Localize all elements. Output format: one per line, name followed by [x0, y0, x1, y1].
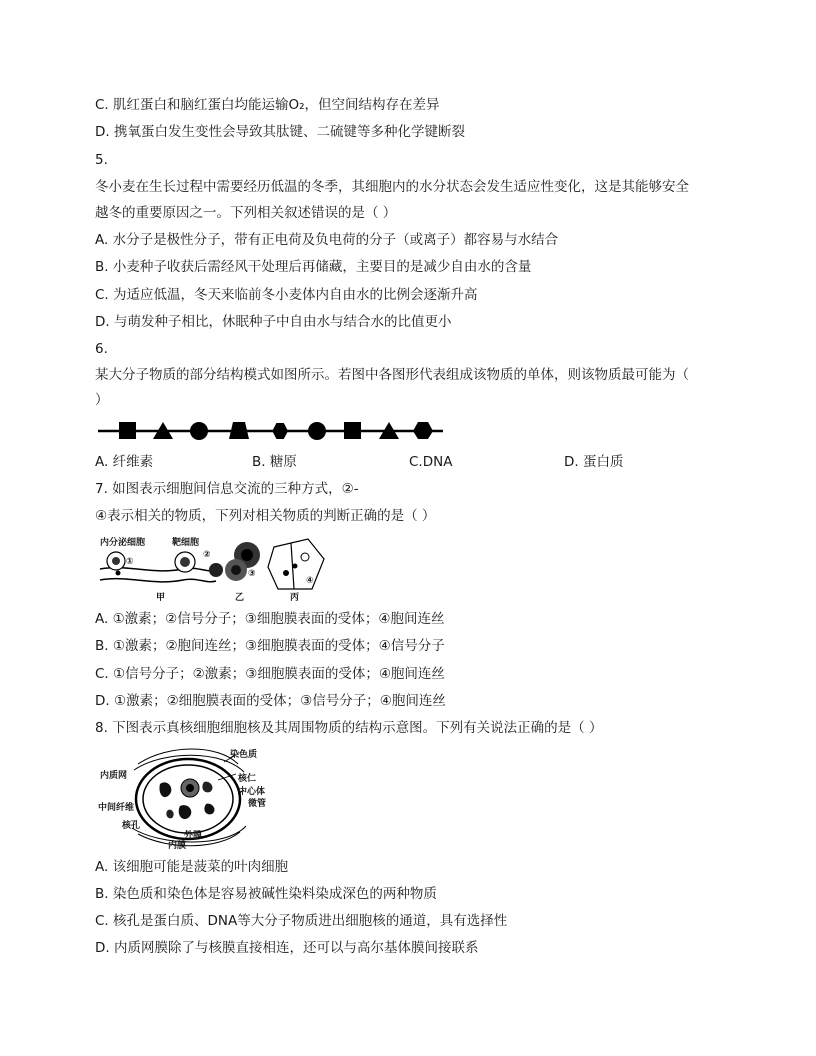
q6-option-c: C.DNA — [409, 454, 453, 470]
q7-option-a: A. ①激素；②信号分子；③细胞膜表面的受体；④胞间连丝 — [95, 611, 445, 627]
q6-number: 6. — [95, 341, 108, 357]
fig8-label-microtubule: 微管 — [248, 799, 267, 809]
fig8-label-outer-membrane: 外膜 — [184, 831, 203, 841]
fig7-label-yi: 乙 — [235, 593, 245, 603]
q5-option-b: B. 小麦种子收获后需经风干处理后再储藏，主要目的是减少自由水的含量 — [95, 259, 532, 275]
q7-stem-line2: ④表示相关的物质，下列对相关物质的判断正确的是（ ） — [95, 508, 436, 524]
fig8-label-er: 内质网 — [100, 771, 128, 781]
polymer-chain-figure — [98, 418, 448, 444]
nucleus-structure-figure — [98, 744, 278, 850]
q5-option-c: C. 为适应低温，冬天来临前冬小麦体内自由水的比例会逐渐升高 — [95, 287, 478, 303]
fig7-label-secreting-cell: 内分泌细胞 — [100, 538, 146, 548]
fig7-label-3: ③ — [248, 569, 256, 579]
q6-option-a: A. 纤维素 — [95, 454, 154, 470]
q8-stem: 8. 下图表示真核细胞细胞核及其周围物质的结构示意图。下列有关说法正确的是（ ） — [95, 720, 603, 736]
q7-option-c: C. ①信号分子；②激素；③细胞膜表面的受体；④胞间连丝 — [95, 666, 445, 682]
q6-stem-line1: 某大分子物质的部分结构模式如图所示。若图中各图形代表组成该物质的单体，则该物质最可能为（ — [95, 367, 689, 383]
fig8-label-nuclear-pore: 核孔 — [122, 821, 141, 831]
q5-number: 5. — [95, 152, 108, 168]
q8-option-b: B. 染色质和染色体是容易被碱性染料染成深色的两种物质 — [95, 886, 437, 902]
fig7-label-jia: 甲 — [156, 593, 166, 603]
fig7-label-1: ① — [126, 557, 134, 567]
fig7-label-target-cell: 靶细胞 — [172, 538, 200, 548]
q8-option-d: D. 内质网膜除了与核膜直接相连，还可以与高尔基体膜间接联系 — [95, 940, 479, 956]
q4-option-d: D. 携氧蛋白发生变性会导致其肽键、二硫键等多种化学键断裂 — [95, 124, 465, 140]
q6-option-d: D. 蛋白质 — [564, 454, 624, 470]
q7-option-b: B. ①激素；②胞间连丝；③细胞膜表面的受体；④信号分子 — [95, 638, 445, 654]
q5-option-d: D. 与萌发种子相比，休眠种子中自由水与结合水的比值更小 — [95, 314, 452, 330]
cell-signaling-figure — [98, 533, 330, 601]
q7-stem-line1: 7. 如图表示细胞间信息交流的三种方式，②- — [95, 481, 359, 497]
q8-option-c: C. 核孔是蛋白质、DNA等大分子物质进出细胞核的通道，具有选择性 — [95, 913, 508, 929]
fig7-label-4: ④ — [306, 576, 314, 586]
fig7-label-bing: 丙 — [290, 593, 300, 603]
q6-option-b: B. 糖原 — [252, 454, 297, 470]
q5-stem-line1: 冬小麦在生长过程中需要经历低温的冬季，其细胞内的水分状态会发生适应性变化，这是其能够安全 — [95, 179, 689, 195]
fig7-label-2: ② — [203, 550, 211, 560]
q7-option-d: D. ①激素；②细胞膜表面的受体；③信号分子；④胞间连丝 — [95, 693, 446, 709]
q5-option-a: A. 水分子是极性分子，带有正电荷及负电荷的分子（或离子）都容易与水结合 — [95, 232, 559, 248]
fig8-label-chromatin: 染色质 — [230, 750, 258, 760]
fig8-label-inner-membrane: 内膜 — [168, 841, 187, 851]
q6-stem-line2: ） — [95, 392, 109, 408]
q8-option-a: A. 该细胞可能是菠菜的叶肉细胞 — [95, 859, 289, 875]
fig8-label-nucleolus: 核仁 — [238, 774, 257, 784]
q5-stem-line2: 越冬的重要原因之一。下列相关叙述错误的是（ ） — [95, 205, 397, 221]
fig8-label-intermediate-filament: 中间纤维 — [98, 803, 135, 813]
q4-option-c: C. 肌红蛋白和脑红蛋白均能运输O₂，但空间结构存在差异 — [95, 97, 440, 113]
fig8-label-centrosome: 中心体 — [238, 787, 266, 797]
